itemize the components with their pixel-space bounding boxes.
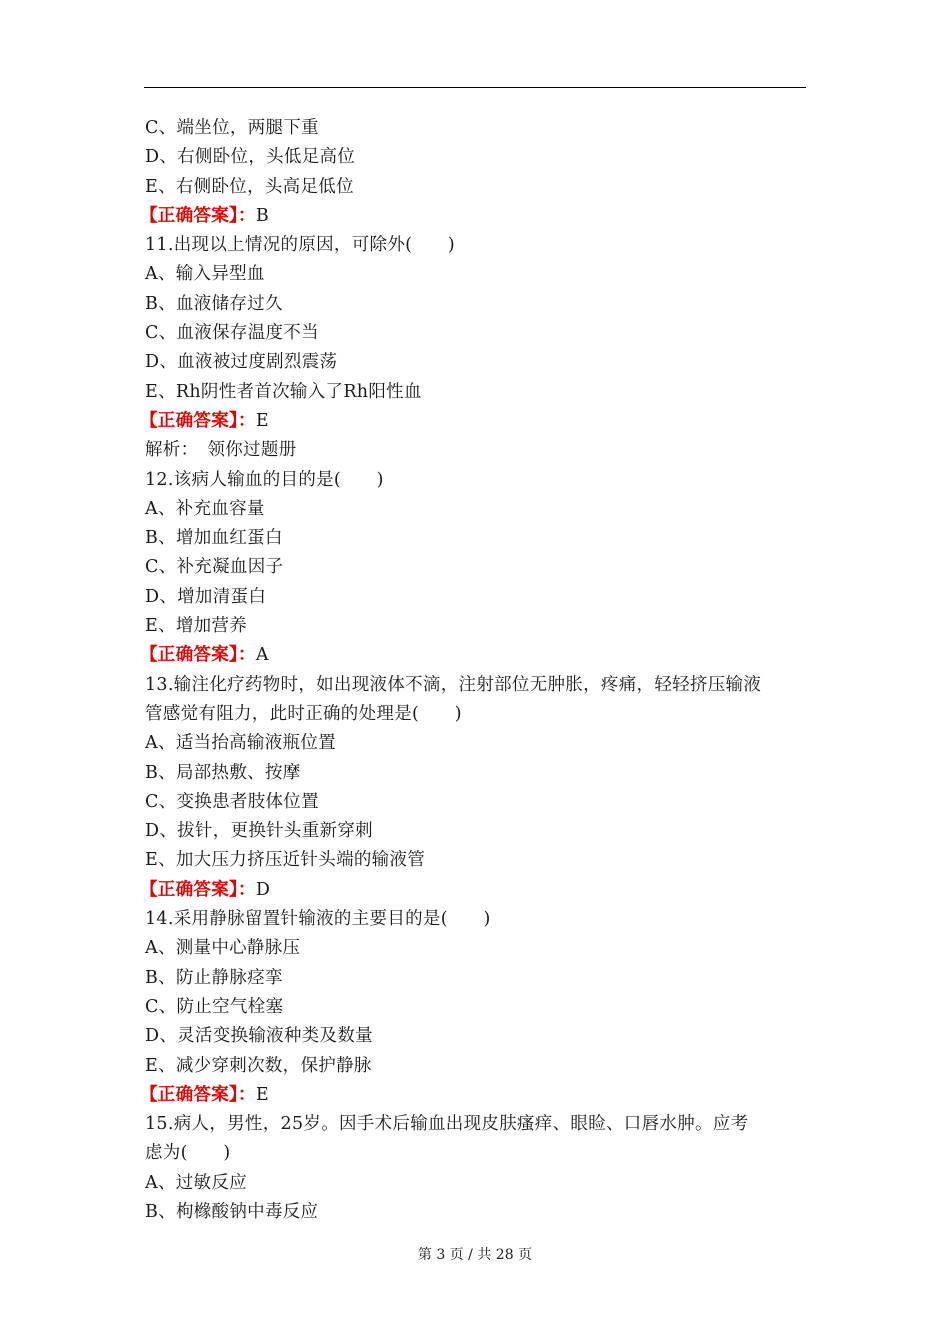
answer-value: B (255, 205, 270, 226)
option-line: D、血液被过度剧烈震荡 (145, 352, 338, 373)
option-line: D、拔针，更换针头重新穿刺 (145, 821, 373, 842)
question-line: 13.输注化疗药物时，如出现液体不滴，注射部位无肿胀，疼痛，轻轻挤压输液 (145, 674, 762, 695)
option-line: E、加大压力挤压近针头端的输液管 (145, 850, 426, 871)
option-line: B、增加血红蛋白 (145, 528, 283, 549)
answer-line (140, 407, 810, 436)
question-line: 12.该病人输血的目的是( ) (145, 469, 384, 490)
option-line: A、过敏反应 (145, 1172, 247, 1193)
answer-value: D (255, 879, 271, 900)
option-line: C、端坐位，两腿下重 (145, 118, 319, 138)
option-line: C、防止空气栓塞 (145, 996, 284, 1017)
answer-line (140, 202, 810, 231)
question-line: 14.采用静脉留置针输液的主要目的是( ) (145, 909, 491, 930)
option-line: A、测量中心静脉压 (145, 938, 301, 959)
document-body (140, 114, 810, 1227)
answer-line (140, 876, 810, 905)
option-line: C、变换患者肢体位置 (145, 791, 319, 812)
option-line: D、灵活变换输液种类及数量 (145, 1026, 373, 1047)
option-line: C、补充凝血因子 (145, 557, 284, 578)
option-line: D、右侧卧位，头低足高位 (145, 147, 356, 168)
answer-label: 【正确答案】： (140, 645, 256, 666)
answer-line (140, 641, 810, 670)
option-line: A、适当抬高输液瓶位置 (145, 733, 336, 754)
option-line: B、局部热敷、按摩 (145, 762, 301, 783)
answer-value: E (255, 410, 269, 431)
answer-line (140, 1081, 810, 1110)
option-line: E、减少穿刺次数，保护静脉 (145, 1055, 372, 1076)
option-line: D、增加清蛋白 (145, 586, 267, 607)
option-line: E、右侧卧位，头高足低位 (145, 176, 354, 197)
explanation-line: 解析： 领你过题册 (145, 440, 297, 461)
answer-label: 【正确答案】： (140, 205, 256, 226)
header-rule (144, 87, 806, 88)
option-line: B、枸橼酸钠中毒反应 (145, 1201, 319, 1222)
option-line: E、Rh阴性者首次输入了Rh阳性血 (145, 381, 422, 402)
option-line: B、血液储存过久 (145, 293, 283, 314)
answer-value: A (255, 645, 269, 666)
option-line: B、防止静脉痉挛 (145, 967, 283, 988)
option-line: E、增加营养 (145, 616, 248, 637)
page-number-footer: 第 3 页 / 共 28 页 (417, 1247, 533, 1263)
option-line: A、输入异型血 (145, 264, 265, 285)
answer-value: E (255, 1084, 269, 1105)
option-line: A、补充血容量 (145, 498, 265, 519)
question-line-continued: 虑为( ) (145, 1143, 231, 1164)
answer-label: 【正确答案】： (140, 879, 256, 900)
question-line: 15.病人，男性，25岁。因手术后输血出现皮肤瘙痒、眼睑、口唇水肿。应考 (145, 1114, 749, 1135)
answer-label: 【正确答案】： (140, 410, 256, 431)
answer-label: 【正确答案】： (140, 1084, 256, 1105)
question-line: 11.出现以上情况的原因，可除外( ) (145, 235, 455, 256)
option-line: C、血液保存温度不当 (145, 323, 319, 344)
question-line-continued: 管感觉有阻力，此时正确的处理是( ) (145, 703, 462, 724)
